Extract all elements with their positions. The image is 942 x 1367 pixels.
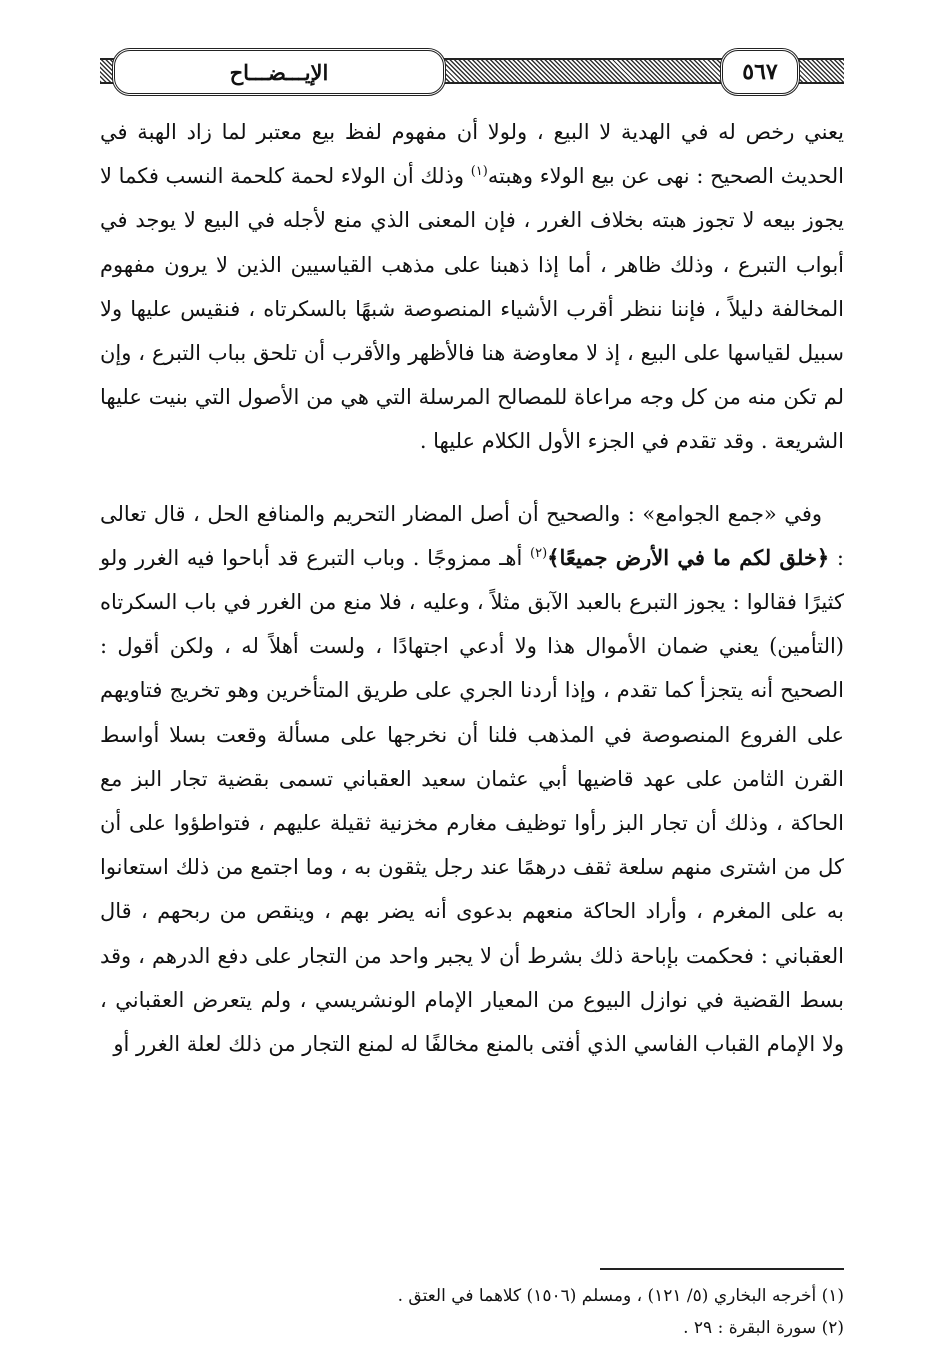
footnote-2: (٢) سورة البقرة : ٢٩ . (683, 1318, 844, 1338)
quran-verse: ﴿خلق لكم ما في الأرض جميعًا﴾ (547, 544, 830, 570)
paragraph-2-text-a: وفي «جمع الجوامع» : والصحيح أن أصل المضار التحريم والمنافع الحل ، قال تعالى : (100, 501, 844, 570)
footnote-divider (600, 1268, 844, 1270)
paragraph-2 (100, 492, 844, 1067)
page-number: ٥٦٧ (720, 48, 800, 96)
paragraph-1-text-b: وذلك أن الولاء لحمة كلحمة النسب فكما لا يجوز بيعه لا تجوز هبته بخلاف الغرر ، فإن المعنى الذي منع لأجله في البيع لا يوجد في أبواب التبرع ، وذلك ظاهر ، أما إذا ذهبنا على مذهب القياسيين الذين لا يرون مفهوم المخالفة دليلاً ، فإننا ننظر أقرب الأشياء المنصوصة شبهًا بالسكرتاه ، فنقيس عليها ولا سبيل لقياسها على البيع ، إذ لا معاوضة هنا فالأظهر والأقرب أن تلحق بباب التبرع ، وإن لم تكن منه من كل وجه مراعاة للمصالح المرسلة التي هي من الأصول التي بنيت عليها الشريعة . وقد تقدم في الجزء الأول الكلام عليها . (100, 164, 844, 454)
footnotes (100, 1280, 844, 1344)
main-text (100, 110, 844, 1066)
paragraph-1 (100, 110, 844, 464)
paragraph-1-text-a: يعني رخص له في الهدية لا البيع ، ولولا أن مفهوم لفظ بيع معتبر لما زاد الهبة في الحديث الصحيح : نهى عن بيع الولاء وهبته (100, 120, 844, 189)
book-title: الإيـــضـــاح (112, 48, 446, 96)
running-header (100, 44, 844, 96)
paragraph-2-text-b: أهـ ممزوجًا . وباب التبرع قد أباحوا فيه الغرر ولو كثيرًا فقالوا : يجوز التبرع بالعبد الآبق مثلاً ، وعليه ، فلا منع من الغرر في باب السكرتاه (التأمين) يعني ضمان الأموال هذا ولا أدعي اجتهادًا ، ولست أهلاً له ، ولكن أقول : الصحيح أنه يتجزأ كما تقدم ، وإذا أردنا الجري على طريق المتأخرين وهو تخريج فتاويهم على الفروع المنصوصة في المذهب فلنا أن نخرجها على مسألة وقعت بسلا أواسط القرن الثامن على عهد قاضيها أبي عثمان سعيد العقباني تسمى بقضية تجار البز مع الحاكة ، وذلك أن تجار البز رأوا توظيف مغارم مخزنية ثقيلة عليهم ، فتواطؤوا على أن كل من اشترى منهم سلعة ثقف درهمًا عند رجل يثقون به ، وما اجتمع من ذلك استعانوا به على المغرم ، وأراد الحاكة منعهم بدعوى أنه يضر بهم ، وينقص من ربحهم ، قال العقباني : فحكمت بإباحة ذلك بشرط أن لا يجبر واحد من التجار على دفع الدرهم ، وقد بسط القضية في نوازل البيوع من المعيار الإمام الونشريسي ، ولم يتعرض العقباني ، ولا الإمام القباب الفاسي الذي أفتى بالمنع مخالفًا له لمنع التجار من ذلك لعلة الغرر أو (100, 545, 844, 1057)
footnote-ref-2: (٢) (530, 545, 548, 561)
footnote-ref-1: (١) (470, 164, 488, 180)
footnote-1: (١) أخرجه البخاري (٥/ ١٢١) ، ومسلم (١٥٠٦) كلاهما في العتق . (397, 1286, 844, 1306)
